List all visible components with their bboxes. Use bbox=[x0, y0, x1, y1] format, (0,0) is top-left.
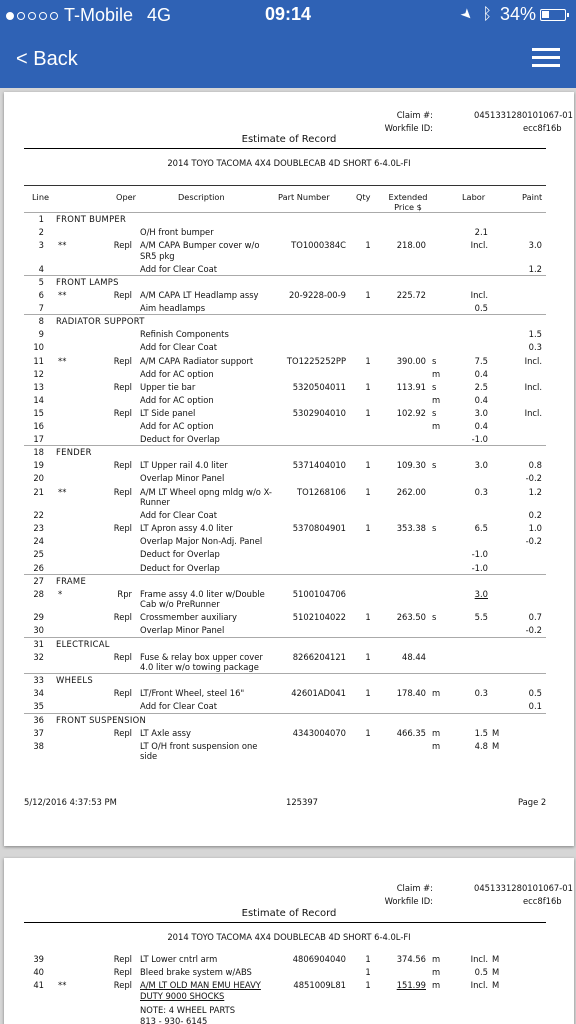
operation: Repl bbox=[113, 460, 132, 471]
part-number: TO1000384C bbox=[291, 240, 346, 251]
labor-hours: Incl. bbox=[470, 954, 488, 964]
line-number: 7 bbox=[38, 303, 44, 314]
line-number: 8 bbox=[38, 316, 44, 327]
price-flag: s bbox=[432, 355, 437, 366]
labor-flag: M bbox=[492, 967, 500, 978]
quantity: 1 bbox=[365, 523, 371, 534]
labor-hours: 0.4 bbox=[474, 368, 488, 379]
table-row bbox=[4, 728, 574, 741]
line-number: 29 bbox=[33, 612, 44, 623]
price-flag: s bbox=[432, 381, 437, 392]
line-description: LT O/H front suspension one side bbox=[140, 740, 258, 762]
section-divider bbox=[24, 445, 546, 446]
divider bbox=[24, 185, 546, 186]
col-header-description: Description bbox=[178, 192, 225, 202]
paint-hours: Incl. bbox=[524, 407, 542, 418]
labor-hours: Incl. bbox=[470, 290, 488, 300]
line-description: Refinish Components bbox=[140, 329, 229, 340]
table-row bbox=[4, 460, 574, 473]
labor-hours: 0.4 bbox=[474, 394, 488, 405]
labor-hours: 6.5 bbox=[474, 523, 488, 534]
part-number: 4806904040 bbox=[292, 954, 346, 964]
line-description: LT Lower cntrl arm bbox=[140, 954, 218, 964]
line-number: 23 bbox=[33, 523, 44, 534]
quantity: 1 bbox=[365, 407, 371, 418]
footer-id: 125397 bbox=[286, 797, 318, 807]
paint-hours: 1.5 bbox=[528, 329, 542, 340]
paint-hours: 0.8 bbox=[528, 460, 542, 471]
vehicle-description: 2014 TOYO TACOMA 4X4 DOUBLECAB 4D SHORT 6-4.0L-FI bbox=[167, 158, 411, 168]
labor-hours: 2.5 bbox=[474, 381, 488, 392]
line-number: 36 bbox=[33, 714, 44, 725]
section-title: FRONT SUSPENSION bbox=[56, 714, 147, 725]
line-description: Fuse & relay box upper cover 4.0 liter w/o towing package bbox=[140, 651, 263, 673]
section-row bbox=[4, 675, 574, 688]
line-description: Add for Clear Coat bbox=[140, 701, 218, 712]
line-number: 5 bbox=[38, 276, 44, 287]
price-flag: m bbox=[432, 967, 441, 978]
divider bbox=[24, 148, 546, 149]
paint-hours: -0.2 bbox=[525, 473, 542, 484]
part-number: 4343004070 bbox=[292, 727, 346, 738]
aftermarket-marker: ** bbox=[58, 980, 67, 991]
labor-hours: -1.0 bbox=[471, 434, 488, 445]
price-flag: m bbox=[432, 980, 441, 991]
claim-number: 0451331280101067-01 bbox=[474, 883, 573, 893]
paint-hours: 0.1 bbox=[528, 701, 542, 712]
col-header-part: Part Number bbox=[278, 192, 330, 202]
line-number: 37 bbox=[33, 727, 44, 738]
quantity: 1 bbox=[365, 460, 371, 471]
extended-price: 102.92 bbox=[396, 407, 426, 418]
line-note: NOTE: 4 WHEEL PARTS bbox=[140, 1005, 236, 1016]
line-description: A/M CAPA Bumper cover w/o SR5 pkg bbox=[140, 240, 260, 261]
table-row bbox=[4, 510, 574, 523]
paint-hours: 0.2 bbox=[528, 510, 542, 521]
bluetooth-icon: ᛒ bbox=[482, 5, 492, 23]
line-description: Add for Clear Coat bbox=[140, 510, 218, 521]
price-flag: m bbox=[432, 368, 441, 379]
workfile-id: ecc8f16b bbox=[523, 896, 562, 906]
table-row bbox=[4, 549, 574, 562]
labor-flag: M bbox=[492, 727, 500, 738]
section-row bbox=[4, 639, 574, 652]
line-description: A/M LT OLD MAN EMU HEAVY DUTY 9000 SHOCKS bbox=[140, 980, 261, 1001]
section-divider bbox=[24, 637, 546, 638]
line-description: Overlap Minor Panel bbox=[140, 473, 225, 484]
line-description: Add for Clear Coat bbox=[140, 263, 218, 274]
workfile-label: Workfile ID: bbox=[384, 123, 433, 133]
estimate-title: Estimate of Record bbox=[241, 134, 337, 145]
estimate-page-2 bbox=[4, 92, 574, 846]
quantity: 1 bbox=[365, 967, 371, 978]
labor-hours: 0.4 bbox=[474, 421, 488, 431]
table-row bbox=[4, 290, 574, 303]
table-row bbox=[4, 395, 574, 408]
line-number: 32 bbox=[33, 651, 44, 662]
labor-hours: -1.0 bbox=[471, 562, 488, 573]
status-bar bbox=[0, 0, 576, 30]
line-number: 4 bbox=[38, 263, 44, 274]
labor-hours: 3.0 bbox=[474, 460, 488, 471]
labor-hours: 1.5 bbox=[474, 727, 488, 738]
divider bbox=[24, 212, 546, 213]
price-flag: m bbox=[432, 954, 441, 964]
claim-label: Claim #: bbox=[396, 883, 433, 893]
line-description: Add for AC option bbox=[140, 394, 214, 405]
network-type: 4G bbox=[147, 5, 172, 25]
line-number: 33 bbox=[33, 675, 44, 686]
labor-flag: M bbox=[492, 954, 500, 964]
line-description: LT Axle assy bbox=[140, 727, 191, 738]
labor-hours: 5.5 bbox=[474, 612, 488, 623]
labor-hours: 3.0 bbox=[474, 407, 488, 418]
line-number: 11 bbox=[33, 355, 44, 366]
aftermarket-marker: ** bbox=[58, 290, 67, 300]
line-number: 20 bbox=[33, 473, 44, 484]
quantity: 1 bbox=[365, 381, 371, 392]
quantity: 1 bbox=[365, 612, 371, 623]
price-flag: m bbox=[432, 688, 441, 699]
line-number: 1 bbox=[38, 214, 44, 224]
operation: Repl bbox=[113, 612, 132, 623]
part-number: 42601AD041 bbox=[291, 688, 346, 699]
section-divider bbox=[24, 314, 546, 315]
paint-hours: Incl. bbox=[524, 355, 542, 366]
col-header-qty: Qty bbox=[356, 192, 371, 202]
line-number: 39 bbox=[33, 954, 44, 964]
line-number: 27 bbox=[33, 575, 44, 586]
line-description: A/M LT Wheel opng mldg w/o X-Runner bbox=[140, 486, 272, 507]
part-number: 4851009L81 bbox=[293, 980, 346, 991]
table-row bbox=[4, 651, 574, 673]
line-description: Aim headlamps bbox=[140, 303, 206, 314]
operation: Repl bbox=[113, 486, 132, 497]
table-row bbox=[4, 473, 574, 486]
paint-hours: 1.2 bbox=[528, 486, 542, 497]
aftermarket-marker: ** bbox=[58, 240, 67, 251]
line-number: 35 bbox=[33, 701, 44, 712]
part-number: 5371404010 bbox=[292, 460, 346, 471]
line-number: 3 bbox=[38, 240, 44, 251]
table-row bbox=[4, 967, 574, 980]
section-row bbox=[4, 447, 574, 460]
divider bbox=[24, 922, 546, 923]
navigation-bar bbox=[0, 30, 576, 88]
labor-hours: 0.5 bbox=[474, 967, 488, 978]
line-number: 14 bbox=[33, 394, 44, 405]
line-note-phone: 813 - 930- 6145 bbox=[140, 1015, 208, 1024]
extended-price: 466.35 bbox=[396, 727, 426, 738]
labor-hours: -1.0 bbox=[471, 549, 488, 560]
labor-hours: 2.1 bbox=[474, 227, 488, 238]
quantity: 1 bbox=[365, 688, 371, 699]
line-number: 30 bbox=[33, 625, 44, 636]
labor-hours: Incl. bbox=[470, 980, 488, 991]
line-description: Overlap Minor Panel bbox=[140, 625, 225, 636]
col-header-oper: Oper bbox=[116, 192, 137, 202]
operation: Rpr bbox=[117, 588, 132, 599]
line-description: Add for Clear Coat bbox=[140, 342, 218, 353]
line-number: 21 bbox=[33, 486, 44, 497]
battery-level bbox=[542, 11, 549, 18]
col-header-line: Line bbox=[32, 192, 50, 202]
operation: Repl bbox=[113, 290, 132, 300]
part-number: 5100104706 bbox=[292, 588, 346, 599]
line-number: 16 bbox=[33, 421, 44, 431]
operation: Repl bbox=[113, 355, 132, 366]
aftermarket-marker: ** bbox=[58, 486, 67, 497]
table-row bbox=[4, 227, 574, 240]
part-number: 5102104022 bbox=[292, 612, 346, 623]
paint-hours: 1.2 bbox=[528, 263, 542, 274]
labor-hours: Incl. bbox=[470, 240, 488, 251]
extended-price: 390.00 bbox=[396, 355, 426, 366]
extended-price: 109.30 bbox=[396, 460, 426, 471]
extended-price: 374.56 bbox=[396, 954, 426, 964]
line-description: LT/Front Wheel, steel 16" bbox=[140, 688, 245, 699]
line-number: 26 bbox=[33, 562, 44, 573]
status-time: 09:14 bbox=[264, 4, 312, 24]
line-number: 15 bbox=[33, 407, 44, 418]
extended-price: 353.38 bbox=[396, 523, 426, 534]
paint-hours: 0.3 bbox=[528, 342, 542, 353]
paint-hours: 3.0 bbox=[528, 240, 542, 251]
line-number: 34 bbox=[33, 688, 44, 699]
hamburger-menu-icon[interactable] bbox=[532, 48, 560, 68]
section-row bbox=[4, 576, 574, 589]
table-row bbox=[4, 588, 574, 610]
claim-number: 0451331280101067-01 bbox=[474, 110, 573, 120]
labor-hours: 0.3 bbox=[474, 688, 488, 699]
section-title: WHEELS bbox=[56, 675, 93, 686]
estimate-title: Estimate of Record bbox=[241, 908, 337, 919]
part-number: TO1268106 bbox=[296, 486, 346, 497]
paint-hours: -0.2 bbox=[525, 536, 542, 547]
section-row bbox=[4, 715, 574, 728]
extended-price: 263.50 bbox=[396, 612, 426, 623]
labor-hours: 4.8 bbox=[474, 740, 488, 751]
part-number: 5370804901 bbox=[292, 523, 346, 534]
section-title: ELECTRICAL bbox=[56, 638, 110, 649]
extended-price: 48.44 bbox=[402, 651, 426, 662]
table-row bbox=[4, 342, 574, 355]
operation: Repl bbox=[113, 240, 132, 251]
section-divider bbox=[24, 574, 546, 575]
section-row bbox=[4, 277, 574, 290]
operation: Repl bbox=[113, 688, 132, 699]
line-number: 40 bbox=[33, 967, 44, 978]
table-row bbox=[4, 536, 574, 549]
quantity: 1 bbox=[365, 954, 371, 964]
col-header-labor: Labor bbox=[462, 192, 486, 202]
line-description: A/M CAPA Radiator support bbox=[140, 355, 254, 366]
quantity: 1 bbox=[365, 486, 371, 497]
section-row bbox=[4, 316, 574, 329]
paint-hours: -0.2 bbox=[525, 625, 542, 636]
line-number: 25 bbox=[33, 549, 44, 560]
carrier-name: T-Mobile bbox=[64, 5, 134, 25]
line-number: 9 bbox=[38, 329, 44, 340]
line-number: 10 bbox=[33, 342, 44, 353]
table-row bbox=[4, 329, 574, 342]
footer-date: 5/12/2016 4:37:53 PM bbox=[24, 797, 117, 807]
line-number: 13 bbox=[33, 381, 44, 392]
line-number: 19 bbox=[33, 460, 44, 471]
quantity: 1 bbox=[365, 727, 371, 738]
table-row bbox=[4, 688, 574, 701]
line-number: 41 bbox=[33, 980, 44, 991]
table-row bbox=[4, 954, 574, 967]
col-header-price: Extended Price $ bbox=[388, 192, 428, 212]
line-description: Upper tie bar bbox=[140, 381, 196, 392]
paint-hours: 0.7 bbox=[528, 612, 542, 623]
vehicle-description: 2014 TOYO TACOMA 4X4 DOUBLECAB 4D SHORT 6-4.0L-FI bbox=[167, 932, 411, 942]
operation: Repl bbox=[113, 727, 132, 738]
table-row bbox=[4, 523, 574, 536]
labor-hours: 7.5 bbox=[474, 355, 488, 366]
paint-hours: Incl. bbox=[524, 381, 542, 392]
line-description: Frame assy 4.0 liter w/Double Cab w/o PreRunner bbox=[140, 588, 265, 610]
labor-hours: 0.3 bbox=[474, 486, 488, 497]
quantity: 1 bbox=[365, 651, 371, 662]
operation: Repl bbox=[113, 980, 132, 991]
table-row bbox=[4, 356, 574, 369]
operation: Repl bbox=[113, 651, 132, 662]
line-description: Crossmember auxiliary bbox=[140, 612, 237, 623]
col-header-paint: Paint bbox=[522, 192, 543, 202]
estimate-page-3 bbox=[4, 858, 574, 1024]
line-number: 2 bbox=[38, 227, 44, 238]
extended-price: 262.00 bbox=[396, 486, 426, 497]
line-description: Add for AC option bbox=[140, 368, 214, 379]
line-number: 24 bbox=[33, 536, 44, 547]
line-number: 18 bbox=[33, 447, 44, 458]
section-title: FRONT LAMPS bbox=[56, 276, 119, 287]
operation: Repl bbox=[113, 967, 132, 978]
line-description: LT Upper rail 4.0 liter bbox=[140, 460, 228, 471]
table-row bbox=[4, 369, 574, 382]
line-description: Deduct for Overlap bbox=[140, 434, 220, 445]
line-description: Bleed brake system w/ABS bbox=[140, 967, 252, 978]
claim-label: Claim #: bbox=[396, 110, 433, 120]
quantity: 1 bbox=[365, 355, 371, 366]
back-button[interactable]: < Back bbox=[16, 48, 78, 70]
table-row bbox=[4, 240, 574, 261]
price-flag: m bbox=[432, 727, 441, 738]
line-number: 17 bbox=[33, 434, 44, 445]
line-number: 28 bbox=[33, 588, 44, 599]
workfile-id: ecc8f16b bbox=[523, 123, 562, 133]
price-flag: s bbox=[432, 612, 437, 623]
section-title: FRONT BUMPER bbox=[56, 214, 127, 224]
line-description: O/H front bumper bbox=[140, 227, 214, 238]
part-number: 20-9228-00-9 bbox=[288, 290, 346, 300]
quantity: 1 bbox=[365, 240, 371, 251]
battery-percent: 34% bbox=[499, 4, 536, 24]
line-number: 31 bbox=[33, 638, 44, 649]
operation: Repl bbox=[113, 381, 132, 392]
line-number: 38 bbox=[33, 740, 44, 751]
battery-icon bbox=[540, 9, 566, 21]
line-description: LT Side panel bbox=[140, 407, 196, 418]
part-number: TO1225252PP bbox=[286, 355, 346, 366]
line-description: Deduct for Overlap bbox=[140, 549, 220, 560]
price-flag: s bbox=[432, 460, 437, 471]
line-description: LT Apron assy 4.0 liter bbox=[140, 523, 233, 534]
extended-price: 151.99 bbox=[396, 980, 426, 991]
aftermarket-marker: * bbox=[58, 588, 63, 599]
quantity: 1 bbox=[365, 980, 371, 991]
paint-hours: 1.0 bbox=[528, 523, 542, 534]
line-description: Overlap Major Non-Adj. Panel bbox=[140, 536, 263, 547]
extended-price: 113.91 bbox=[396, 381, 426, 392]
section-divider bbox=[24, 275, 546, 276]
operation: Repl bbox=[113, 523, 132, 534]
line-description: Add for AC option bbox=[140, 421, 214, 431]
labor-hours: 3.0 bbox=[474, 588, 488, 599]
labor-hours: 0.5 bbox=[474, 303, 488, 314]
extended-price: 178.40 bbox=[396, 688, 426, 699]
section-title: RADIATOR SUPPORT bbox=[56, 316, 145, 327]
price-flag: s bbox=[432, 523, 437, 534]
part-number: 5302904010 bbox=[292, 407, 346, 418]
price-flag: s bbox=[432, 407, 437, 418]
table-row bbox=[4, 408, 574, 421]
line-number: 22 bbox=[33, 510, 44, 521]
operation: Repl bbox=[113, 954, 132, 964]
section-divider bbox=[24, 673, 546, 674]
line-number: 12 bbox=[33, 368, 44, 379]
section-divider bbox=[24, 713, 546, 714]
price-flag: m bbox=[432, 421, 441, 431]
paint-hours: 0.5 bbox=[528, 688, 542, 699]
aftermarket-marker: ** bbox=[58, 355, 67, 366]
status-right bbox=[457, 4, 566, 25]
price-flag: m bbox=[432, 740, 441, 751]
extended-price: 225.72 bbox=[396, 290, 426, 300]
page-number: Page 2 bbox=[518, 797, 547, 807]
table-row bbox=[4, 382, 574, 395]
table-row bbox=[4, 421, 574, 434]
location-arrow-icon: ➤ bbox=[457, 4, 477, 24]
workfile-label: Workfile ID: bbox=[384, 896, 433, 906]
operation: Repl bbox=[113, 407, 132, 418]
line-description: A/M CAPA LT Headlamp assy bbox=[140, 290, 259, 300]
table-row bbox=[4, 486, 574, 507]
table-row bbox=[4, 612, 574, 625]
table-row bbox=[4, 980, 574, 1024]
line-description: Deduct for Overlap bbox=[140, 562, 220, 573]
part-number: 8266204121 bbox=[292, 651, 346, 662]
price-flag: m bbox=[432, 394, 441, 405]
labor-flag: M bbox=[492, 980, 500, 991]
part-number: 5320504011 bbox=[292, 381, 346, 392]
section-title: FRAME bbox=[56, 575, 87, 586]
section-row bbox=[4, 214, 574, 227]
labor-flag: M bbox=[492, 740, 500, 751]
table-row bbox=[4, 740, 574, 762]
quantity: 1 bbox=[365, 290, 371, 300]
section-title: FENDER bbox=[56, 447, 92, 458]
line-number: 6 bbox=[38, 290, 44, 300]
extended-price: 218.00 bbox=[396, 240, 426, 251]
